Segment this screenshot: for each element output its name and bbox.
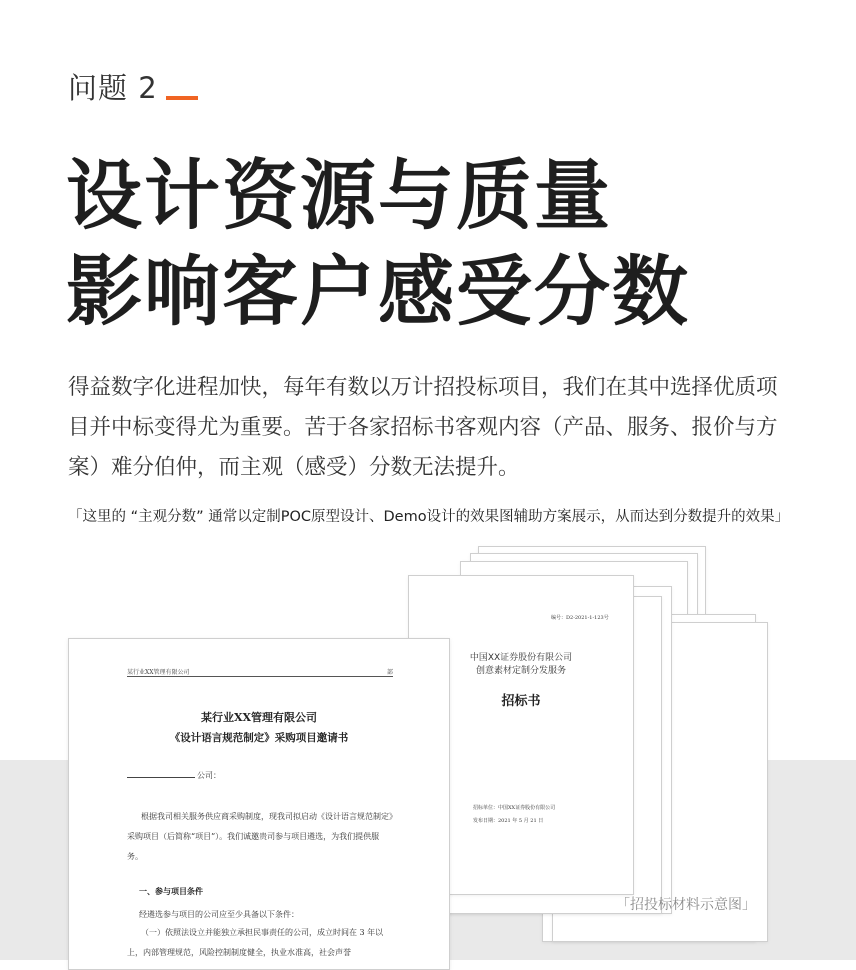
invitation-header [127,667,393,677]
invitation-section-intro: 经遴选参与项目的公司应至少具备以下条件： [139,910,299,919]
tender-issuer: 招标单位：中国XX证券股份有限公司 [473,805,556,811]
body-paragraph: 得益数字化进程加快，每年有数以万计招投标项目，我们在其中选择优质项目并中标变得尤为重要。苦于各家招标书客观内容（产品、服务、报价与方案）难分伯仲，而主观（感受）分数无法提升。 [68,375,778,480]
question-label: 问题 2 [68,71,158,105]
invitation-header-left: 某行业XX管理有限公司 [127,669,190,676]
page-title [66,148,826,340]
invitation-item-1: （一）依照法设立并能独立承担民事责任的公司，成立时间在 3 年以上，内部管理规范，风险控制制度健全，执业水准高，社会声誉 [127,928,384,957]
tender-title: 招标书 [501,694,541,709]
accent-bar [166,96,198,100]
invitation-section-heading: 一、参与项目条件 [139,886,203,896]
tender-date: 发布日期：2021 年 5 月 21 日 [473,818,544,824]
tender-company-line2: 创意素材定制分发服务 [475,666,566,676]
addressee-label: 公司： [197,771,221,780]
invitation-paragraph: 根据我司相关服务供应商采购制度，现我司拟启动《设计语言规范制定》采购项目（后简称“项目”）。我们诚邀贵司参与项目遴选，为我们提供服务。 [127,812,393,861]
tender-number: 编号：D2-2021-1-123号 [551,615,609,621]
figure-caption: 「招投标材料示意图」 [616,897,756,913]
title-line-1: 设计资源与质量 [66,151,612,240]
note-text: 「这里的 “主观分数” 通常以定制POC原型设计、Demo设计的效果图辅助方案展示，从而达到分数提升的效果」 [68,509,790,525]
invitation-company: 某行业XX管理有限公司 [200,711,318,724]
tender-company-line1: 中国XX证券股份有限公司 [469,653,573,663]
invitation-addressee [127,770,221,781]
invitation-header-right: 部 [386,669,393,676]
invitation-title: 《设计语言规范制定》采购项目邀请书 [169,732,349,744]
invitation-document [68,638,450,970]
addressee-blank [127,776,195,778]
title-line-2: 影响客户感受分数 [66,247,690,336]
